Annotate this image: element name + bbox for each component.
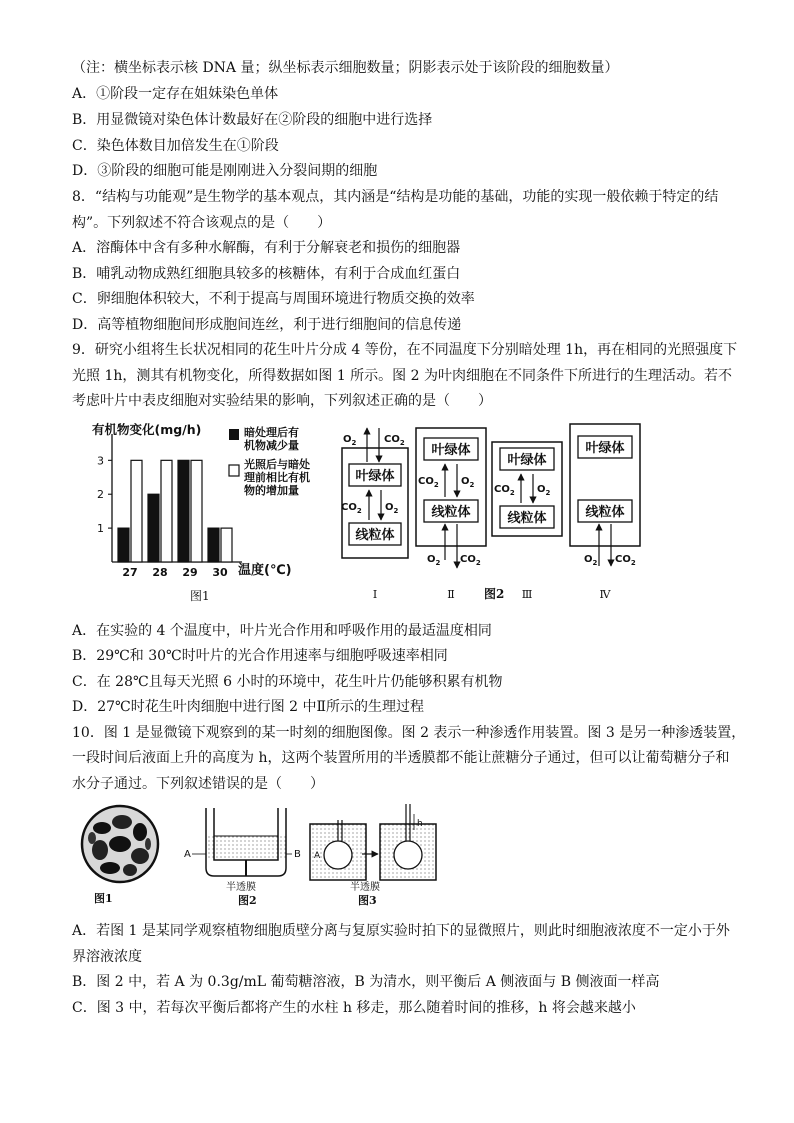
- bar-chart-plot: [97, 434, 242, 579]
- chloroplast-label: 叶绿体: [507, 453, 547, 468]
- membrane-label: 半透膜: [350, 882, 380, 893]
- bar-light-increase: [221, 528, 232, 562]
- funnel-osmometer-figure: [310, 804, 436, 907]
- svg-text:CO2: $CO_2$: [341, 502, 362, 515]
- q9-stem-2: 光照 1h，测其有机物变化，所得数据如图 1 所示。图 2 为叶肉细胞在不同条件下所进行的生理活动。若不: [72, 368, 732, 384]
- q9-option-c: C．在 28℃且每天光照 6 小时的环境中，花生叶片仍能够积累有机物: [72, 674, 503, 690]
- q8-option-b: B．哺乳动物成熟红细胞具较多的核糖体，有利于合成血红蛋白: [72, 266, 461, 282]
- co2-label: CO: [615, 554, 631, 565]
- panel-i: [341, 428, 408, 601]
- chloroplast-label: 叶绿体: [431, 443, 471, 458]
- figure-2-caption: 图2: [484, 587, 505, 601]
- x-tick-label: 27: [122, 566, 138, 579]
- legend-text-2: 机物减少量: [244, 439, 299, 452]
- membrane-label: 半透膜: [226, 882, 256, 893]
- svg-text:O2: $O_2$: [537, 484, 551, 497]
- x-axis-label: 温度(℃): [238, 563, 292, 578]
- svg-text:O2: $O_2$: [584, 554, 598, 567]
- x-tick-label: 29: [182, 566, 198, 579]
- q9-stem-3: 考虑叶片中表皮细胞对实验结果的影响，下列叙述正确的是（ ）: [72, 393, 492, 409]
- svg-text:CO2: $CO_2$: [615, 554, 636, 567]
- q10-option-c: C．图 3 中，若每次平衡后都将产生的水柱 h 移走，那么随着时间的推移，h 将会越来越小: [72, 1000, 636, 1016]
- svg-text:CO2: $CO_2$: [384, 434, 405, 447]
- side-b-label: B: [294, 849, 301, 860]
- figure-3-caption: 图3: [358, 894, 377, 907]
- x-tick-label: 30: [212, 566, 228, 579]
- legend-text-3: 光照后与暗处: [244, 458, 310, 471]
- co2-label: CO: [341, 502, 357, 513]
- bar-dark-reduction: [208, 528, 219, 562]
- y-tick-label: 3: [97, 454, 104, 468]
- q9-option-d: D．27℃时花生叶肉细胞中进行图 2 中Ⅱ所示的生理过程: [72, 699, 425, 715]
- q10-option-a-1: A．若图 1 是某同学观察植物细胞质壁分离与复原实验时拍下的显微照片，则此时细胞液浓度不一定小于外: [72, 923, 730, 939]
- bar-dark-reduction: [118, 528, 129, 562]
- svg-text:CO2: $CO_2$: [460, 554, 481, 567]
- panel-iii: [492, 442, 562, 601]
- mitochondrion-label: 线粒体: [507, 511, 547, 526]
- o2-label: O: [385, 502, 394, 513]
- u-tube-figure: [184, 808, 301, 907]
- panel-label-iv: Ⅳ: [599, 588, 611, 601]
- legend-swatch-dark: [229, 429, 239, 440]
- chloroplast-label: 叶绿体: [585, 441, 625, 456]
- bar-dark-reduction: [148, 494, 159, 562]
- y-tick-label: 1: [97, 522, 104, 536]
- q9-figure-2-cell-diagram: [334, 420, 654, 610]
- panel-label-i: Ⅰ: [372, 588, 378, 601]
- q7-option-a: A．①阶段一定存在姐妹染色单体: [72, 86, 279, 102]
- legend-swatch-light: [229, 465, 239, 476]
- side-a-label: A: [314, 851, 321, 861]
- mitochondrion-label: 线粒体: [431, 505, 471, 520]
- q8-option-d: D．高等植物细胞间形成胞间连丝，利于进行细胞间的信息传递: [72, 317, 462, 333]
- x-tick-label: 28: [152, 566, 168, 579]
- q7-option-b: B．用显微镜对染色体计数最好在②阶段的细胞中进行选择: [72, 112, 433, 128]
- panel-label-iii: Ⅲ: [521, 588, 533, 601]
- figure-1-caption: 图1: [190, 589, 210, 603]
- q9-stem-1: 9．研究小组将生长状况相同的花生叶片分成 4 等份，在不同温度下分别暗处理 1h，再在相同的光照强度下: [72, 342, 738, 358]
- q9-figure-1-bar-chart: [92, 420, 324, 612]
- o2-label: O: [537, 484, 546, 495]
- side-a-label: A: [184, 849, 191, 860]
- co2-label: CO: [384, 434, 400, 445]
- q10-option-b: B．图 2 中，若 A 为 0.3g/mL 葡萄糖溶液，B 为清水，则平衡后 A 侧液面与 B 侧液面一样高: [72, 974, 660, 990]
- q7-option-c: C．染色体数目加倍发生在①阶段: [72, 138, 279, 154]
- mitochondrion-label: 线粒体: [585, 505, 625, 520]
- q7-option-d: D．③阶段的细胞可能是刚刚进入分裂间期的细胞: [72, 163, 378, 179]
- co2-label: CO: [418, 476, 434, 487]
- question-7-note: （注：横坐标表示核 DNA 量；纵坐标表示细胞数量；阴影表示处于该阶段的细胞数量）: [72, 60, 619, 76]
- q10-stem-3: 水分子通过。下列叙述错误的是（ ）: [72, 776, 324, 792]
- svg-text:O2: $O_2$: [461, 476, 475, 489]
- micrograph-figure: [82, 806, 158, 905]
- svg-text:O2: $O_2$: [427, 554, 441, 567]
- mitochondrion-label: 线粒体: [355, 528, 395, 543]
- svg-text:CO2: $CO_2$: [418, 476, 439, 489]
- height-h-label: h: [417, 819, 423, 829]
- o2-label: O: [584, 554, 593, 565]
- q8-option-c: C．卵细胞体积较大，不利于提高与周围环境进行物质交换的效率: [72, 291, 475, 307]
- panel-ii: [416, 428, 486, 601]
- legend-text-4: 理前相比有机: [244, 471, 310, 484]
- y-tick-label: 2: [97, 488, 104, 502]
- q8-stem-2: 构”。下列叙述不符合该观点的是（ ）: [72, 215, 332, 231]
- q8-option-a: A．溶酶体中含有多种水解酶，有利于分解衰老和损伤的细胞器: [72, 240, 461, 256]
- chloroplast-label: 叶绿体: [355, 469, 395, 484]
- legend-text-1: 暗处理后有: [244, 426, 299, 439]
- q9-option-a: A．在实验的 4 个温度中，叶片光合作用和呼吸作用的最适温度相同: [72, 623, 492, 639]
- q10-stem-2: 一段时间后液面上升的高度为 h，这两个装置所用的半透膜都不能让蔗糖分子通过，但可以让葡萄糖分子和: [72, 750, 730, 766]
- bar-light-increase: [131, 460, 142, 562]
- q8-stem-1: 8．“结构与功能观”是生物学的基本观点，其内涵是“结构是功能的基础，功能的实现一般依赖于特定的结: [72, 189, 719, 205]
- figure-2-caption: 图2: [238, 894, 257, 907]
- q9-option-b: B．29℃和 30℃时叶片的光合作用速率与细胞呼吸速率相同: [72, 648, 448, 664]
- y-axis-label: 有机物变化(mg/h): [92, 422, 202, 437]
- svg-text:CO2: $CO_2$: [494, 484, 515, 497]
- bar-light-increase: [191, 460, 202, 562]
- o2-label: O: [343, 434, 352, 445]
- bar-light-increase: [161, 460, 172, 562]
- figure-1-caption: 图1: [94, 892, 113, 905]
- q10-stem-1: 10．图 1 是显微镜下观察到的某一时刻的细胞图像。图 2 表示一种渗透作用装置。图 3 是另一种渗透装置，: [72, 725, 746, 741]
- q10-option-a-2: 界溶液浓度: [72, 949, 142, 965]
- o2-label: O: [427, 554, 436, 565]
- svg-text:O2: $O_2$: [385, 502, 399, 515]
- q10-figures: [80, 800, 440, 910]
- panel-label-ii: Ⅱ: [447, 588, 455, 601]
- co2-label: CO: [494, 484, 510, 495]
- co2-label: CO: [460, 554, 476, 565]
- bar-dark-reduction: [178, 460, 189, 562]
- o2-label: O: [461, 476, 470, 487]
- svg-text:O2: $O_2$: [343, 434, 357, 447]
- panel-iv: [570, 424, 640, 601]
- legend-text-5: 物的增加量: [244, 484, 299, 497]
